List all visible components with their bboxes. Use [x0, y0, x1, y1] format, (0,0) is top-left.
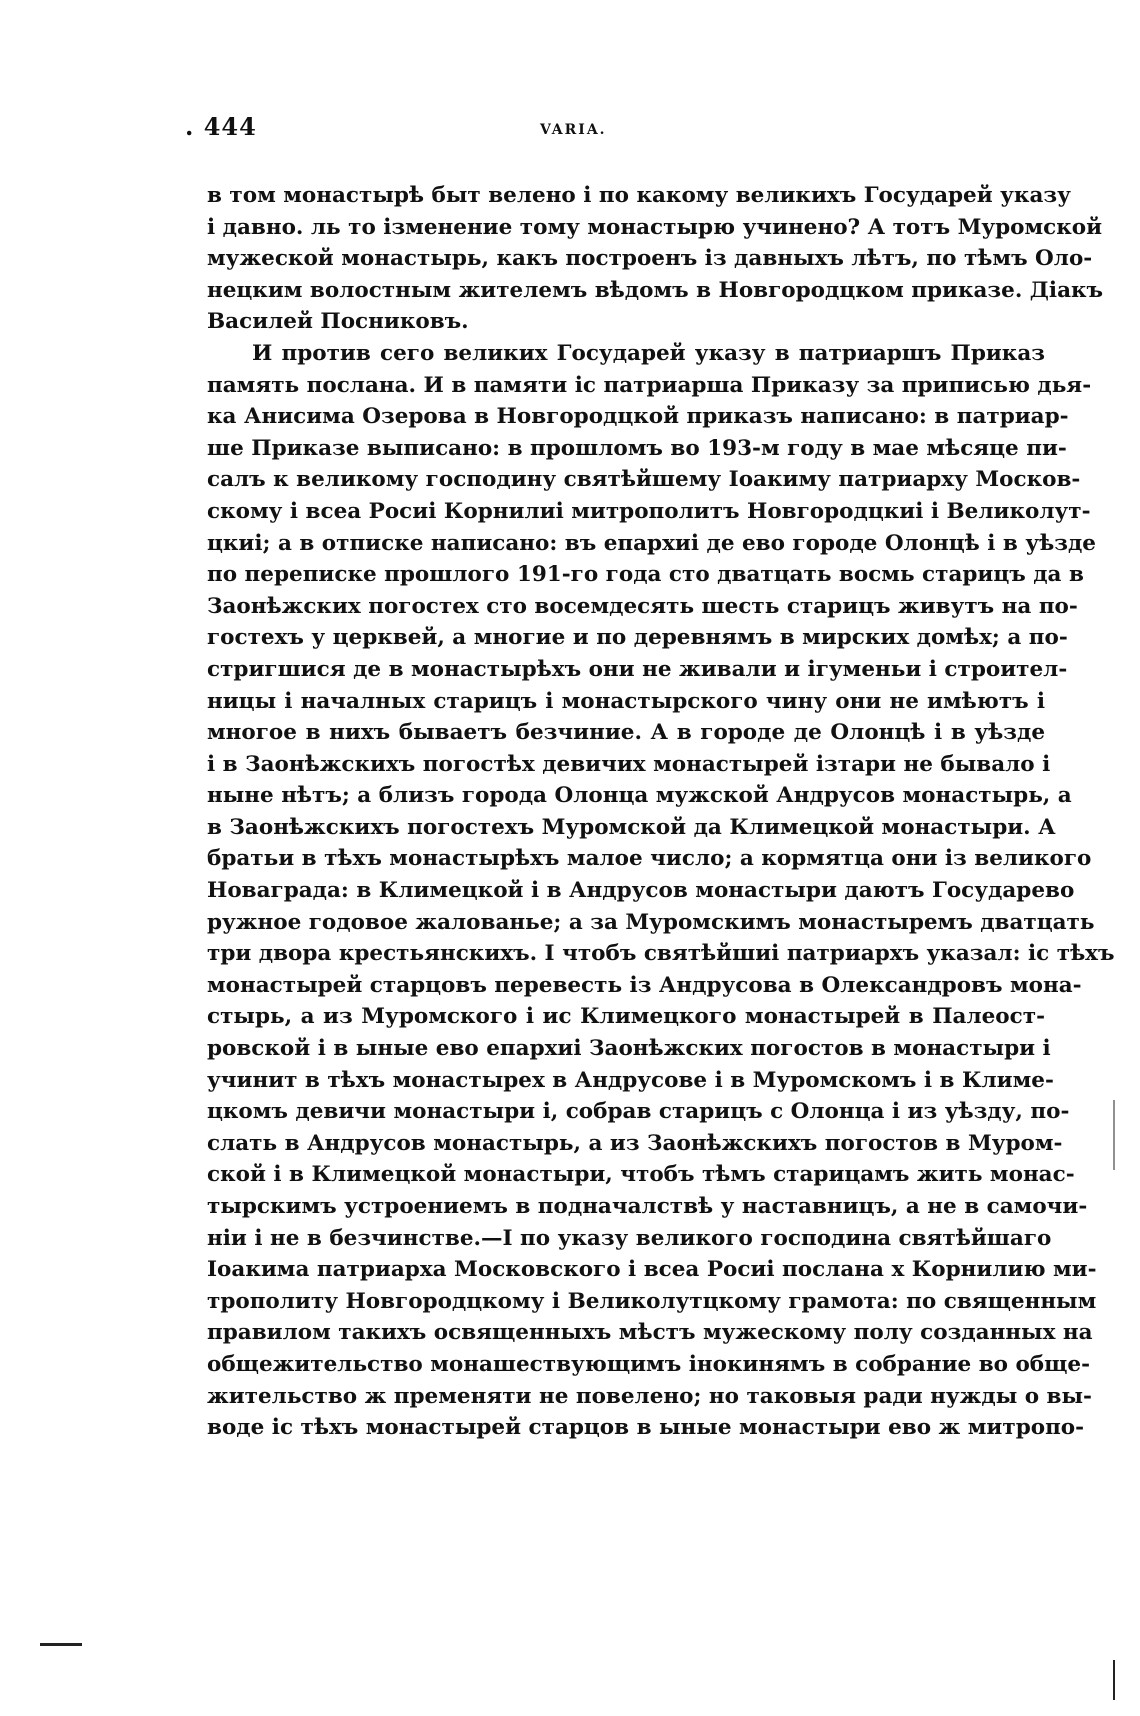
text-line: скому і всеа Росиі Корнилиі митрополитъ Новгородцкиі і Великолут-	[207, 498, 1091, 524]
text-line: ше Приказе выписано: в прошломъ во 193-м году в мае мѣсяце пи-	[207, 435, 1067, 461]
text-line: мужеской монастырь, какъ построенъ із давныхъ лѣтъ, по тѣмъ Оло-	[207, 246, 1093, 272]
text-line: ницы і началных старицъ і монастырского чину они не имѣютъ і	[207, 688, 1045, 714]
text-line: ныне нѣтъ; а близъ города Олонца мужской Андрусов монастырь, а	[207, 783, 1072, 809]
page-header	[185, 112, 1045, 152]
text-line: И против сего великих Государей указу в патриаршъ Приказ	[252, 340, 1045, 366]
text-line: братьи в тѣхъ монастырѣхъ малое число; а кормятца они із великого	[207, 846, 1092, 872]
text-line: і давно. ль то ізменение тому монастырю учинено? А тотъ Муромской	[207, 214, 1103, 240]
text-line: общежительство монашествующимъ інокинямъ в собрание во обще-	[207, 1351, 1091, 1377]
text-line: память послана. И в памяти іс патриарша Приказу за приписью дья-	[207, 372, 1092, 398]
text-line: і в Заонѣжскихъ погостѣх девичих монастырей ізтари не бывало і	[207, 751, 1051, 777]
text-line: ніи і не в безчинстве.—І по указу великого господина святѣйшаго	[207, 1225, 1052, 1251]
text-line: в том монастырѣ быт велено і по какому великихъ Государей указу	[207, 183, 1071, 208]
text-line: воде іс тѣхъ монастырей старцов в ыные монастыри ево ж митропо-	[207, 1415, 1085, 1441]
paragraph	[207, 338, 1115, 1444]
text-line: учинит в тѣхъ монастырех в Андрусове і в Муромскомъ і в Климе-	[207, 1067, 1054, 1093]
text-line: монастырей старцовъ перевесть із Андрусова в Олександровъ мона-	[207, 972, 1082, 998]
text-line: Заонѣжских погостех сто восемдесять шесть старицъ живутъ на по-	[207, 593, 1078, 619]
text-line: салъ к великому господину святѣйшему Іоакиму патриарху Москов-	[207, 467, 1081, 493]
text-line: гостехъ у церквей, а многие и по деревнямъ в мирских домѣх; а по-	[207, 625, 1068, 651]
text-line: Новаграда: в Климецкой і в Андрусов монастыри даютъ Государево	[207, 878, 1075, 904]
text-line: правилом такихъ освященныхъ мѣстъ мужескому полу созданных на	[207, 1320, 1093, 1346]
paragraph	[207, 180, 1104, 338]
text-line: Іоакима патриарха Московского і всеа Росиі послана х Корнилию ми-	[207, 1257, 1097, 1283]
text-line: ской і в Климецкой монастыри, чтобъ тѣмъ старицамъ жить монас-	[207, 1162, 1075, 1188]
text-line: тырскимъ устроениемъ в подначалствѣ у наставницъ, а не в самочи-	[207, 1194, 1088, 1219]
body-text	[207, 180, 1115, 1444]
text-line: три двора крестьянскихъ. І чтобъ святѣйшиі патриархъ указал: іс тѣхъ	[207, 941, 1115, 967]
text-line: жительство ж пременяти не повелено; но таковыя ради нужды о вы-	[207, 1383, 1092, 1409]
page-number: . 444	[185, 112, 257, 141]
text-line: нецким волостным жителемъ вѣдомъ в Новгородцком приказе. Діакъ	[207, 277, 1104, 303]
scan-edge-line	[1113, 1660, 1115, 1700]
scan-margin-mark	[40, 1643, 82, 1646]
text-line: ружное годовое жалованье; а за Муромскимъ монастыремъ дватцать	[207, 909, 1095, 935]
text-line: стригшися де в монастырѣхъ они не живали и ігуменьи і строител-	[207, 656, 1068, 682]
text-line: многое в нихъ бываетъ безчиние. А в городе де Олонцѣ і в уѣзде	[207, 720, 1045, 746]
text-line: Василей Посниковъ.	[207, 309, 469, 335]
text-line: слать в Андрусов монастырь, а из Заонѣжскихъ погостов в Муром-	[207, 1130, 1063, 1156]
text-line: цкиі; а в отписке написано: въ епархиі де ево городе Олонцѣ і в уѣзде	[207, 530, 1096, 556]
text-line: ка Анисима Озерова в Новгородцкой приказъ написано: в патриар-	[207, 404, 1069, 430]
text-line: цкомъ девичи монастыри і, собрав старицъ с Олонца і из уѣзду, по-	[207, 1099, 1070, 1125]
text-line: в Заонѣжскихъ погостехъ Муромской да Климецкой монастыри. А	[207, 814, 1056, 840]
running-head: VARIA.	[540, 122, 607, 138]
text-line: трополиту Новгородцкому і Великолутцкому грамота: по священным	[207, 1288, 1097, 1314]
text-line: по переписке прошлого 191-го года сто дватцать восмь старицъ да в	[207, 562, 1084, 588]
text-line: стырь, а из Муромского і ис Климецкого монастырей в Палеост-	[207, 1004, 1045, 1030]
scan-edge-line	[1113, 1100, 1115, 1170]
text-line: ровской і в ыные ево епархиі Заонѣжских погостов в монастыри і	[207, 1036, 1051, 1062]
